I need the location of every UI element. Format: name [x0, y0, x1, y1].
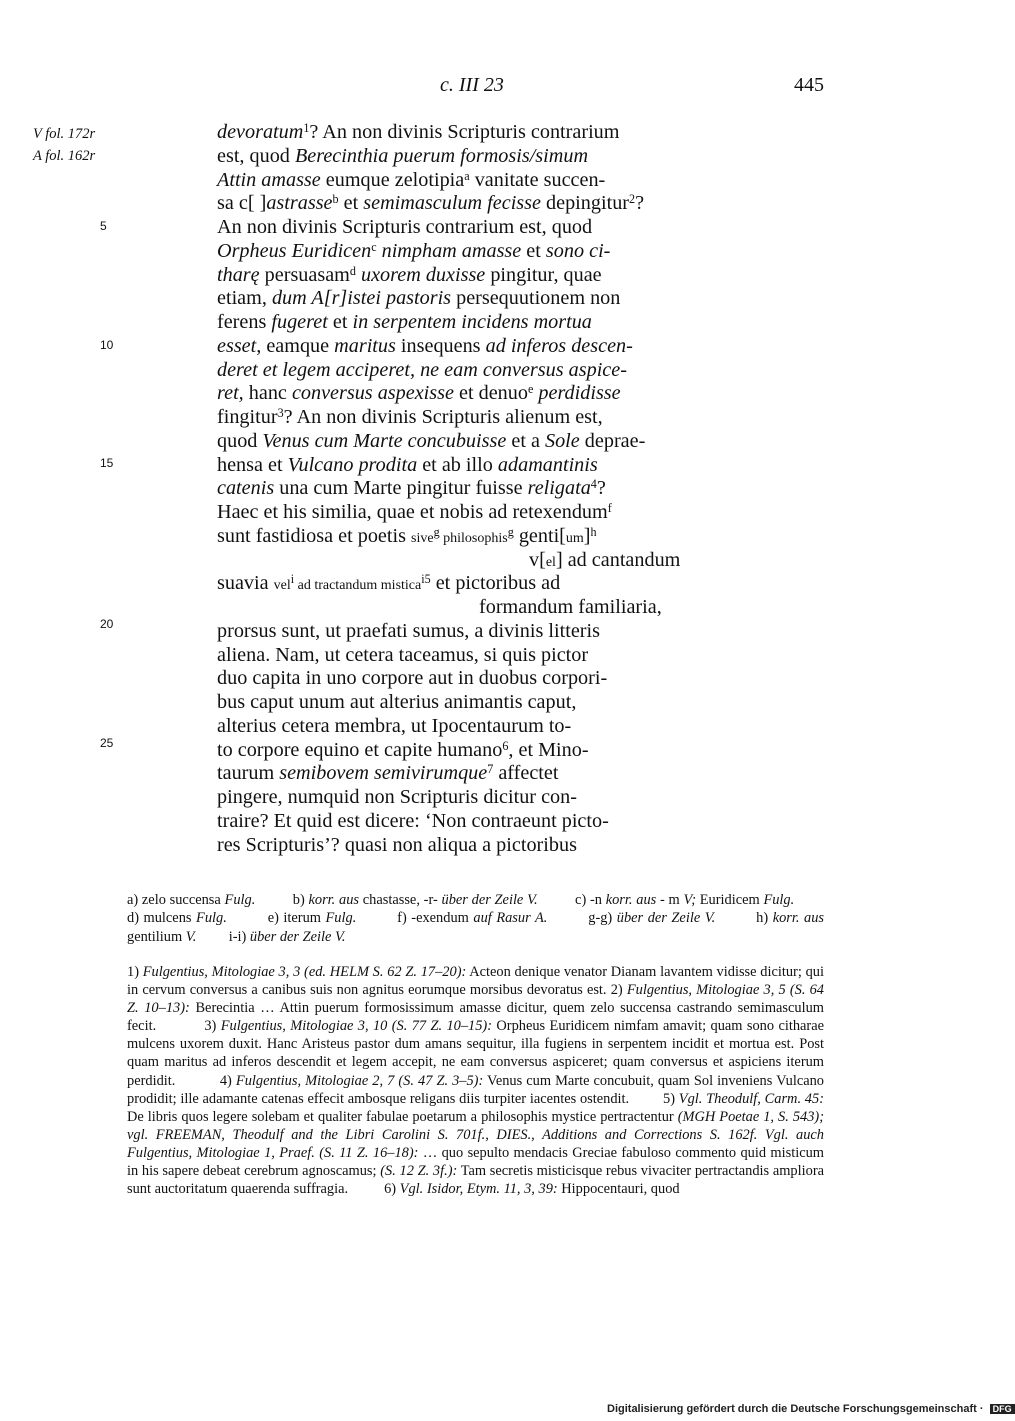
- text-segment: ]: [583, 524, 591, 547]
- text-line: [217, 620, 777, 644]
- text-segment: ? An non divinis Scripturis contrarium: [309, 121, 620, 143]
- margin-references: [33, 123, 95, 167]
- text-line: [217, 596, 777, 620]
- footnote-marker: g: [507, 524, 514, 539]
- text-line: [217, 477, 777, 501]
- footnote-marker: e: [527, 382, 534, 397]
- italic-text: dum A[r]istei pastoris: [271, 287, 452, 310]
- text-segment: ferens: [217, 311, 272, 333]
- text-segment: f) -exendum: [356, 910, 474, 927]
- text-segment: ] ad cantandum: [555, 548, 681, 571]
- text-segment: prorsus sunt, ut praefati sumus, a divinis litteris: [217, 619, 600, 642]
- text-segment: bus caput unum aut alterius animantis caput,: [217, 691, 577, 713]
- text-line: [217, 287, 777, 311]
- text-segment: Haec et his similia, quae et nobis ad retexendum: [217, 501, 608, 523]
- text-segment: Euridicem: [696, 892, 764, 908]
- footnote-marker: 6: [502, 738, 509, 753]
- italic-text: Vgl. Theodulf, Carm. 45:: [678, 1090, 824, 1107]
- italic-text: Fulg.: [325, 910, 357, 927]
- text-segment: et ab illo: [417, 453, 498, 476]
- text-line: [217, 549, 777, 573]
- text-line: [217, 739, 777, 763]
- italic-text: korr. aus: [605, 892, 657, 908]
- text-line: [217, 454, 777, 478]
- italic-text: über der Zeile V.: [441, 892, 538, 908]
- italic-text: Fulgentius, Mitologiae 2, 7 (S. 47 Z. 3–5):: [235, 1072, 484, 1089]
- text-segment: , et Mino-: [508, 738, 589, 761]
- text-segment: et denuo: [453, 382, 528, 405]
- footnote-marker: 4: [590, 477, 597, 492]
- text-segment: insequens: [395, 334, 486, 357]
- small-text: ad tractandum mistica: [294, 578, 422, 594]
- text-segment: deprae-: [579, 429, 646, 452]
- italic-text: V;: [683, 892, 696, 908]
- text-segment: hensa et: [217, 453, 288, 476]
- text-segment: An non divinis Scripturis contrarium est, quod: [217, 216, 593, 238]
- dfg-logo: DFG: [990, 1404, 1015, 1414]
- italic-text: deret et legem acciperet, ne eam conversus aspice-: [217, 358, 627, 381]
- text-line: [217, 240, 777, 264]
- text-segment: et: [327, 311, 353, 333]
- small-text: el: [545, 554, 556, 570]
- text-segment: duo capita in uno corpore aut in duobus corpori-: [217, 667, 608, 690]
- footnote-marker: a: [464, 168, 470, 183]
- text-segment: affectet: [493, 762, 559, 785]
- text-line: [217, 667, 777, 691]
- text-segment: sunt fastidiosa et poetis: [217, 524, 411, 547]
- footnote-marker: c: [371, 239, 377, 254]
- text-segment: aliena. Nam, ut cetera taceamus, si quis pictor: [217, 643, 589, 666]
- text-segment: et pictoribus ad: [430, 572, 561, 595]
- text-segment: Tam secretis misticisque rebus vivaciter pertractandis ampliora sunt auctoritatum quaerenda suffragia. 6): [127, 1163, 825, 1198]
- text-segment: d) mulcens: [127, 892, 825, 927]
- italic-text: nimpham amasse: [376, 239, 522, 262]
- text-line: [217, 311, 777, 335]
- text-line: [217, 501, 777, 525]
- italic-text: ad inferos descen-: [485, 334, 633, 357]
- text-segment: depingitur: [540, 192, 630, 215]
- footnote-marker: f: [607, 500, 612, 515]
- page-number: 445: [794, 74, 824, 96]
- text-line: [217, 216, 777, 240]
- text-segment: i-i): [196, 928, 250, 945]
- text-segment: h): [715, 910, 773, 927]
- footnote-marker: h: [590, 524, 597, 539]
- text-line: [217, 145, 777, 169]
- text-segment: v[: [529, 548, 546, 571]
- text-segment: ?: [635, 192, 645, 215]
- text-segment: 1): [127, 964, 143, 980]
- text-segment: et: [521, 239, 546, 262]
- italic-text: über der Zeile V.: [616, 910, 716, 927]
- italic-text: catenis: [217, 477, 275, 500]
- text-segment: persuasam: [259, 263, 350, 286]
- italic-text: devoratum: [217, 121, 304, 143]
- text-line: [217, 525, 777, 549]
- text-segment: traire? Et quid est dicere: ‘Non contraeunt picto-: [217, 809, 609, 832]
- text-segment: Berecintia … Attin puerum formosissimum amasse dicitur, quem zelo succensa castrando semimasculum fecit. 3): [127, 1000, 824, 1035]
- text-line: [217, 786, 777, 810]
- text-line: [217, 834, 777, 858]
- text-line: [217, 382, 777, 406]
- text-segment: genti[: [513, 524, 566, 547]
- italic-text: fugeret: [271, 311, 328, 333]
- text-segment: eumque zelotipia: [320, 168, 465, 191]
- footnote-marker: 2: [629, 192, 636, 207]
- italic-text: esset,: [217, 334, 262, 357]
- text-segment: res Scripturis’? quasi non aliqua a pictoribus: [217, 833, 577, 856]
- italic-text: (S. 12 Z. 3f.):: [380, 1163, 458, 1180]
- critical-apparatus-text: [127, 891, 824, 946]
- footnote-marker: 7: [487, 762, 494, 777]
- text-line: [217, 810, 777, 834]
- text-segment: hanc: [243, 382, 292, 405]
- italic-text: über der Zeile V.: [249, 928, 346, 945]
- footnote-marker: i: [290, 572, 295, 587]
- footer-credit: [607, 1403, 1015, 1415]
- text-segment: est, quod: [217, 144, 295, 167]
- text-segment: et: [338, 192, 364, 215]
- text-segment: Venus cum Marte concubuit, quam Sol inveniens Vulcano prodidit; ille adamante catenas effecit ambosque religans diis turpiter iacentes ostendit. 5): [127, 1072, 824, 1107]
- text-segment: persequutionem non: [451, 287, 621, 310]
- text-segment: - m: [656, 892, 684, 908]
- footnote-marker: g: [433, 524, 440, 539]
- text-segment: ?: [596, 477, 606, 500]
- text-segment: pingere, numquid non Scripturis dicitur con-: [217, 786, 577, 808]
- text-line: [217, 762, 777, 786]
- text-segment: b): [255, 892, 309, 908]
- main-text: [217, 121, 777, 857]
- footer-credit-text: Digitalisierung gefördert durch die Deutsche Forschungsgemeinschaft ·: [607, 1403, 984, 1415]
- italic-text: Vulcano prodita: [287, 453, 418, 476]
- source-notes-text: [127, 963, 824, 1198]
- line-number: 25: [100, 736, 114, 750]
- line-number: 20: [100, 617, 114, 631]
- italic-text: Attin amasse: [217, 168, 321, 191]
- footnote-marker: d: [349, 263, 356, 278]
- text-segment: e) iterum: [226, 910, 326, 927]
- text-segment: Hippocentauri, quod: [557, 1181, 680, 1198]
- italic-text: korr. aus: [772, 910, 825, 927]
- line-number: 15: [100, 456, 114, 470]
- text-line: [217, 359, 777, 383]
- text-line: [217, 691, 777, 715]
- small-text: philosophis: [439, 530, 508, 546]
- italic-text: in serpentem incidens mortua: [352, 311, 592, 333]
- italic-text: Fulgentius, Mitologiae 3, 5 (S. 64 Z. 10–13):: [127, 982, 824, 1017]
- text-segment: una cum Marte pingitur fuisse: [274, 477, 528, 500]
- italic-text: Fulgentius, Mitologiae 3, 3 (ed. HELM S. 62 Z. 17–20):: [142, 964, 467, 980]
- text-segment: De libris quos legere solebam et qualiter fabulae poetarum a philosophis mystice pertractentur: [127, 1108, 678, 1125]
- italic-text: ret,: [217, 382, 244, 405]
- text-segment: vanitate succen-: [469, 168, 606, 191]
- text-segment: alterius cetera membra, ut Ipocentaurum to-: [217, 714, 572, 737]
- footnote-marker: 3: [277, 405, 284, 420]
- italic-text: Sole: [544, 429, 580, 452]
- italic-text: semimasculum fecisse: [363, 192, 541, 215]
- italic-text: Fulgentius, Mitologiae 3, 10 (S. 77 Z. 10–15):: [220, 1018, 493, 1035]
- italic-text: conversus aspexisse: [291, 382, 454, 405]
- italic-text: auf Rasur A.: [473, 910, 548, 927]
- running-title: c. III 23: [440, 74, 504, 96]
- small-text: sive: [411, 530, 434, 546]
- italic-text: perdidisse: [533, 382, 621, 405]
- text-segment: c) -n: [537, 892, 606, 908]
- italic-text: Orpheus Euridicen: [217, 239, 372, 262]
- margin-reference-a: A fol. 162r: [33, 148, 96, 164]
- text-line: [217, 121, 777, 145]
- text-segment: suavia: [217, 572, 274, 595]
- line-number: 10: [100, 338, 114, 352]
- italic-text: V.: [185, 928, 197, 945]
- text-line: [217, 169, 777, 193]
- critical-apparatus: [127, 891, 824, 946]
- text-segment: etiam,: [217, 287, 272, 310]
- footnote-marker: i5: [421, 572, 431, 587]
- italic-text: religata: [527, 477, 591, 500]
- italic-text: Venus cum Marte concubuisse: [262, 429, 507, 452]
- text-segment: taurum: [217, 762, 280, 785]
- italic-text: sono ci-: [545, 239, 611, 262]
- italic-text: Vgl. Isidor, Etym. 11, 3, 39:: [399, 1181, 558, 1198]
- text-line: [217, 644, 777, 668]
- text-segment: g-g): [547, 910, 617, 927]
- italic-text: astrasse: [266, 192, 333, 215]
- text-line: [217, 715, 777, 739]
- text-segment: gentilium: [127, 928, 186, 945]
- text-segment: sa c[ ]: [217, 192, 267, 215]
- italic-text: tharę: [217, 263, 260, 286]
- italic-text: (MGH Poetae 1, S. 543); vgl. FREEMAN, Theodulf and the Libri Carolini S. 701f., DIES., Additions and Corrections S. 162f. Vgl. auch Fulgentius, Mitologiae 1, Praef. (S. 11 Z. 16–18):: [127, 1108, 824, 1161]
- text-segment: Orpheus Euridicem nimfam amavit; quam sono citharae mulcens uxorem duxit. Hanc Aristeus pastor dum amans sequitur, illa fugiens in serpentem incidit et mortua est. Post quam maritus ad inferos descendit et legem accepit, ne eam conversus aspiceret; quam conversus et aspiciens iterum perdidit. 4): [127, 1018, 824, 1089]
- small-text: vel: [273, 578, 291, 594]
- italic-text: korr. aus: [308, 892, 360, 908]
- text-line: [217, 264, 777, 288]
- italic-text: Fulg.: [196, 910, 227, 927]
- text-line: [217, 572, 777, 596]
- text-line: [217, 192, 777, 216]
- text-line: [217, 406, 777, 430]
- text-segment: ? An non divinis Scripturis alienum est,: [283, 406, 603, 428]
- italic-text: Berecinthia puerum formosis/simum: [294, 144, 589, 167]
- italic-text: Fulg.: [224, 892, 256, 908]
- italic-text: adamantinis: [497, 453, 598, 476]
- text-segment: quod: [217, 429, 263, 452]
- text-segment: a) zelo succensa: [127, 892, 225, 908]
- line-number: 5: [100, 219, 107, 233]
- text-line: [217, 430, 777, 454]
- small-text: um: [565, 530, 584, 546]
- footnote-marker: b: [332, 192, 339, 207]
- text-segment: chastasse, -r-: [359, 892, 442, 908]
- text-segment: fingitur: [217, 406, 278, 428]
- footnote-marker: 1: [303, 120, 310, 135]
- italic-text: maritus: [334, 334, 396, 357]
- text-segment: to corpore equino et capite humano: [217, 738, 503, 761]
- text-segment: … quo sepulto mendacis Greciae fabuloso commento quid misticum in his sapere debeat cerebrum agnoscamus;: [127, 1144, 824, 1180]
- italic-text: semibovem semivirumque: [279, 762, 488, 785]
- text-segment: pingitur, quae: [485, 263, 602, 286]
- running-head: [0, 74, 1000, 104]
- italic-text: uxorem duxisse: [355, 263, 486, 286]
- margin-reference-v: V fol. 172r: [33, 126, 96, 142]
- text-line: [217, 335, 777, 359]
- text-segment: formandum familiaria,: [479, 596, 662, 618]
- text-segment: eamque: [261, 334, 335, 357]
- text-segment: et a: [506, 429, 545, 452]
- text-segment: Acteon denique venator Dianam lavantem vidisse dicitur; qui in cervum conversus a canibus suis non agnitus eorumque morsibus devoratus est. 2): [127, 964, 824, 999]
- italic-text: Fulg.: [763, 892, 795, 908]
- source-notes: [127, 963, 824, 1198]
